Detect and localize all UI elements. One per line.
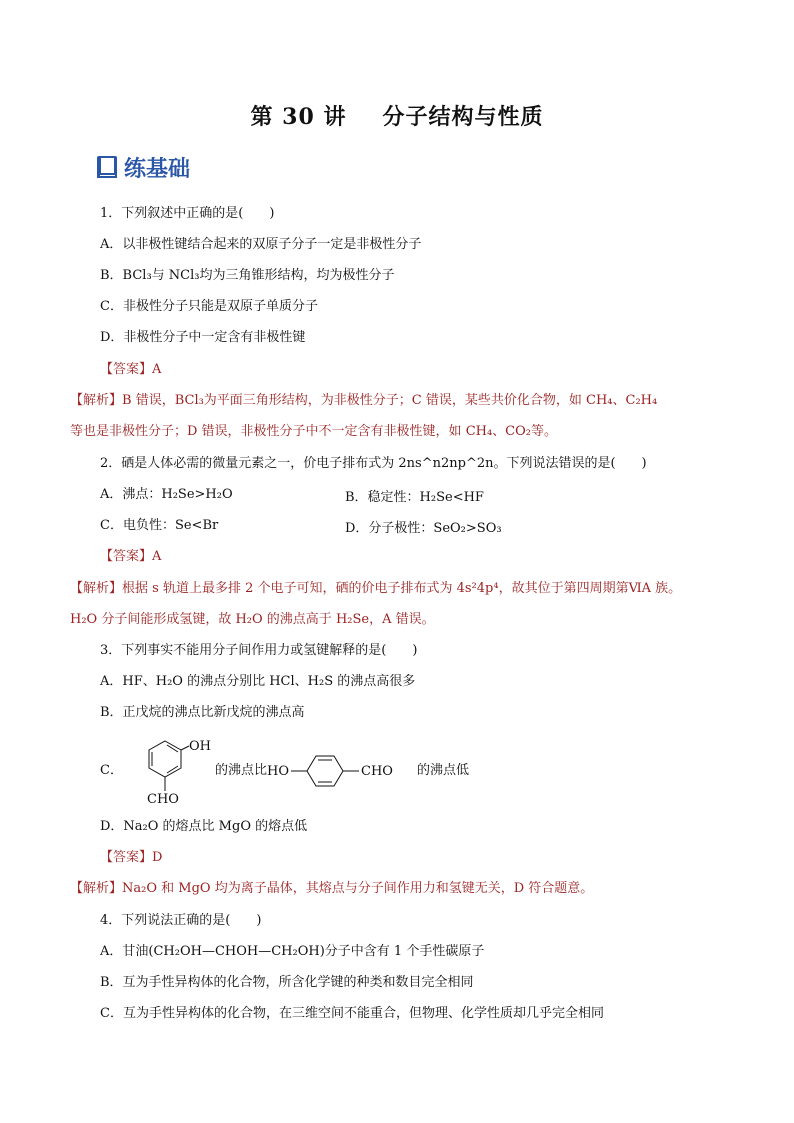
q1-answer <box>100 361 161 379</box>
q2-analysis-line2: H₂O 分子间能形成氢键，故 H₂O 的沸点高于 H₂Se，A 错误。 <box>70 612 435 627</box>
answer-tag: 【答案】 <box>100 850 153 865</box>
analysis-tag: 【解析】 <box>70 881 123 896</box>
q3-option-d: D．Na₂O 的熔点比 MgO 的熔点低 <box>100 819 308 834</box>
q2-analysis-line1 <box>70 580 681 598</box>
q1-analysis-line1 <box>70 392 657 410</box>
answer-value: A <box>152 362 162 377</box>
ortho-hydroxybenzaldehyde-structure <box>123 735 215 807</box>
q1-option-a: A．以非极性键结合起来的双原子分子一定是非极性分子 <box>100 237 422 252</box>
analysis-text: 根据 s 轨道上最多排 2 个电子可知，硒的价电子排布式为 4s²4p⁴，故其位于第四周期第ⅥA 族。 <box>122 581 682 596</box>
q2-option-a: A．沸点：H₂Se>H₂O <box>100 487 233 502</box>
q4-stem: 4．下列说法正确的是( ) <box>100 913 262 928</box>
option-c-prefix: C． <box>100 763 123 778</box>
answer-value: A <box>152 549 162 564</box>
q2-option-d: D．分子极性：SeO₂>SO₃ <box>345 521 502 536</box>
q4-option-c: C．互为手性异构体的化合物，在三维空间不能重合，但物理、化学性质却几乎完全相同 <box>100 1006 604 1021</box>
q3-option-a: A．HF、H₂O 的沸点分别比 HCl、H₂S 的沸点高很多 <box>100 674 416 689</box>
q1-option-d: D．非极性分子中一定含有非极性键 <box>100 330 306 345</box>
analysis-text: Na₂O 和 MgO 均为离子晶体，其熔点与分子间作用力和氢键无关，D 符合题意。 <box>122 881 594 896</box>
q4-option-a: A．甘油(CH₂OH—CHOH—CH₂OH)分子中含有 1 个手性碳原子 <box>100 944 485 959</box>
page-title <box>0 100 794 131</box>
answer-tag: 【答案】 <box>100 549 153 564</box>
section-header <box>96 150 190 184</box>
q3-option-b: B．正戊烷的沸点比新戊烷的沸点高 <box>100 705 305 720</box>
ho-label: HO <box>266 764 289 779</box>
q1-option-c: C．非极性分子只能是双原子单质分子 <box>100 299 318 314</box>
q1-option-b: B．BCl₃与 NCl₃均为三角锥形结构，均为极性分子 <box>100 268 395 283</box>
lecture-topic: 分子结构与性质 <box>382 104 544 130</box>
answer-value: D <box>152 850 163 865</box>
q4-option-b: B．互为手性异构体的化合物，所含化学键的种类和数目完全相同 <box>100 975 474 990</box>
q3-stem: 3．下列事实不能用分子间作用力或氢键解释的是( ) <box>100 643 418 658</box>
q2-answer <box>100 548 161 566</box>
q2-option-c: C．电负性：Se<Br <box>100 518 219 533</box>
option-c-middle: 的沸点比 <box>214 763 267 778</box>
q3-analysis-line1 <box>70 880 593 898</box>
q2-stem: 2．硒是人体必需的微量元素之一，价电子排布式为 2ns^n2np^2n。下列说法错误的是( ) <box>100 456 647 471</box>
para-hydroxybenzaldehyde-structure <box>267 751 417 791</box>
section-label: 练基础 <box>124 156 191 182</box>
oh-label: OH <box>188 739 211 754</box>
analysis-text: B 错误，BCl₃为平面三角形结构，为非极性分子；C 错误，某些共价化合物，如 CH₄、C₂H₄ <box>122 393 658 408</box>
q1-analysis-line2: 等也是非极性分子；D 错误，非极性分子中不一定含有非极性键，如 CH₄、CO₂等。 <box>70 424 557 439</box>
analysis-tag: 【解析】 <box>70 393 123 408</box>
option-c-end: 的沸点低 <box>416 763 469 778</box>
q2-option-b: B．稳定性：H₂Se<HF <box>345 490 484 505</box>
q3-option-c <box>100 735 469 807</box>
cho-label: CHO <box>146 792 179 807</box>
analysis-tag: 【解析】 <box>70 581 123 596</box>
lecture-number: 第 30 讲 <box>250 104 347 130</box>
cho-label: CHO <box>360 764 393 779</box>
book-icon <box>96 155 118 179</box>
answer-tag: 【答案】 <box>100 362 153 377</box>
q3-answer <box>100 849 162 867</box>
q1-stem: 1．下列叙述中正确的是( ) <box>100 206 275 221</box>
